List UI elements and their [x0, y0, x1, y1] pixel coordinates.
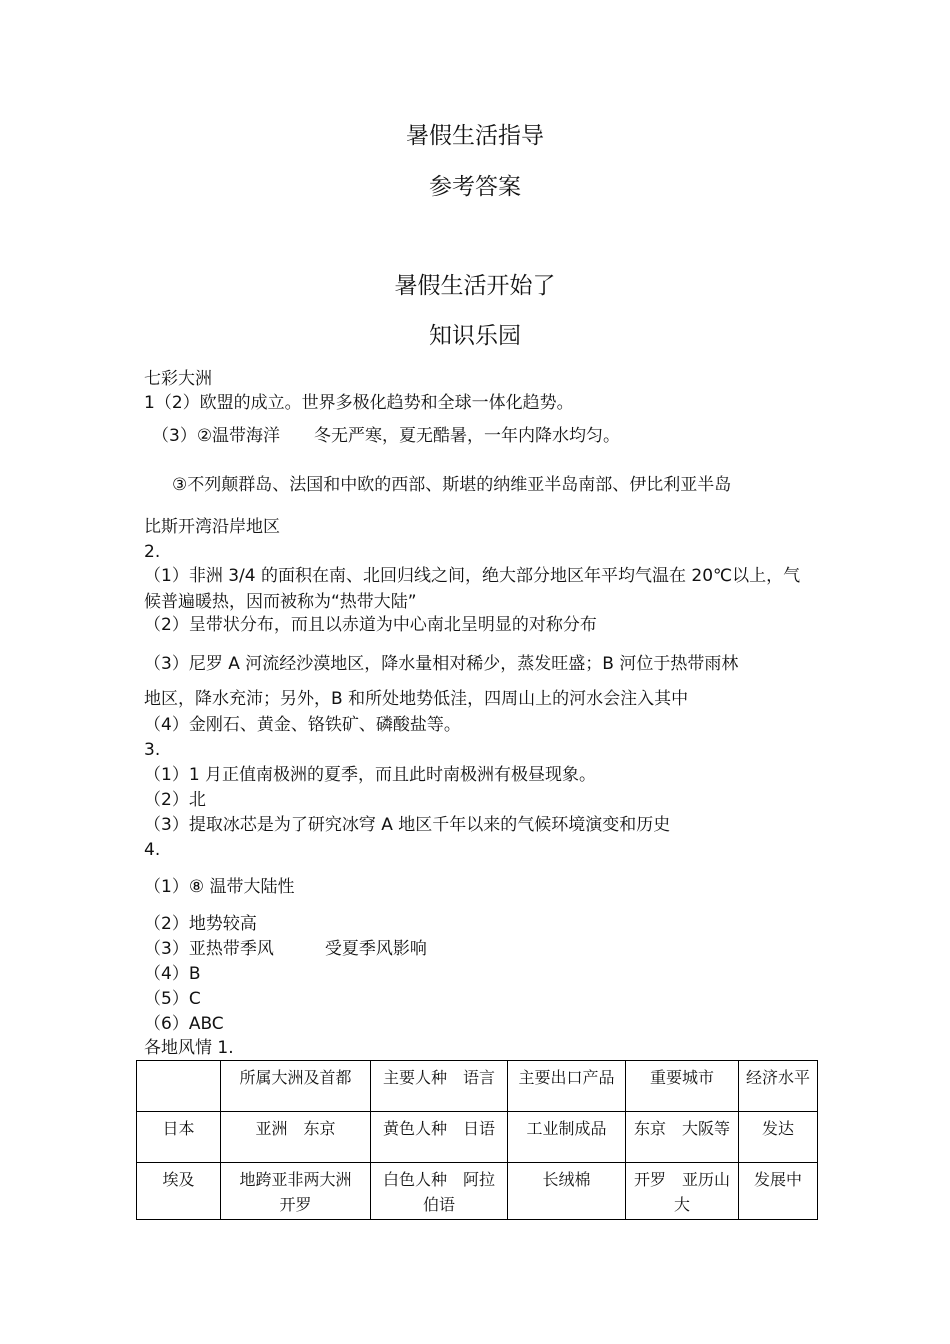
table-cell: 日本 [137, 1112, 221, 1163]
table-cell: 工业制成品 [508, 1112, 626, 1163]
table-header-cell [137, 1061, 221, 1112]
answer-line: （3）尼罗 A 河流经沙漠地区，降水量相对稀少，蒸发旺盛；B 河位于热带雨林 [144, 654, 739, 674]
table-cell: 发达 [739, 1112, 818, 1163]
question-number: 3. [144, 740, 161, 760]
answer-line: （2）呈带状分布，而且以赤道为中心南北呈明显的对称分布 [144, 615, 597, 635]
subsection-heading: 七彩大洲 [144, 369, 212, 389]
answer-line: 比斯开湾沿岸地区 [144, 517, 280, 537]
answer-line: （1）⑧ 温带大陆性 [144, 877, 295, 897]
answer-line: （1）1 月正值南极洲的夏季，而且此时南极洲有极昼现象。 [144, 765, 597, 785]
table-header-cell: 经济水平 [739, 1061, 818, 1112]
table-header-cell: 主要出口产品 [508, 1061, 626, 1112]
country-info-table [136, 1060, 818, 1220]
section-subtitle: 知识乐园 [429, 323, 521, 349]
table-cell: 地跨亚非两大洲 开罗 [221, 1163, 371, 1220]
answer-line: ③不列颠群岛、法国和中欧的西部、斯堪的纳维亚半岛南部、伊比利亚半岛 [172, 475, 732, 495]
answer-line: （5）C [144, 989, 201, 1009]
table-row [137, 1112, 818, 1163]
answer-line: （4）B [144, 964, 201, 984]
table-row [137, 1163, 818, 1220]
table-header-cell: 所属大洲及首都 [221, 1061, 371, 1112]
answer-line: （3）②温带海洋 冬无严寒，夏无酷暑，一年内降水均匀。 [152, 426, 621, 446]
table-cell: 白色人种 阿拉伯语 [371, 1163, 508, 1220]
answer-line: 地区，降水充沛；另外，B 和所处地势低洼，四周山上的河水会注入其中 [144, 689, 689, 709]
answer-line: （2）地势较高 [144, 914, 257, 934]
table-cell: 埃及 [137, 1163, 221, 1220]
table-header-row [137, 1061, 818, 1112]
question-number: 4. [144, 840, 161, 860]
document-subtitle: 参考答案 [429, 174, 521, 200]
table-cell: 东京 大阪等 [626, 1112, 739, 1163]
subsection-heading: 各地风情 1. [144, 1038, 234, 1058]
answer-line: （2）北 [144, 790, 206, 810]
section-title: 暑假生活开始了 [394, 273, 556, 299]
table-header-cell: 主要人种 语言 [371, 1061, 508, 1112]
answer-line: （3）亚热带季风 受夏季风影响 [144, 939, 427, 959]
table-cell: 黄色人种 日语 [371, 1112, 508, 1163]
table-header-cell: 重要城市 [626, 1061, 739, 1112]
table-cell: 发展中 [739, 1163, 818, 1220]
table-cell: 亚洲 东京 [221, 1112, 371, 1163]
answer-line: （1）非洲 3/4 的面积在南、北回归线之间，绝大部分地区年平均气温在 20℃以上，气候普遍暖热，因而被称为“热带大陆” [144, 566, 801, 612]
document-title: 暑假生活指导 [406, 123, 544, 149]
table-cell: 长绒棉 [508, 1163, 626, 1220]
question-number: 2. [144, 542, 161, 562]
answer-line: （4）金刚石、黄金、铬铁矿、磷酸盐等。 [144, 715, 461, 735]
answer-line: （6）ABC [144, 1014, 224, 1034]
table-cell: 开罗 亚历山大 [626, 1163, 739, 1220]
answer-line: 1（2）欧盟的成立。世界多极化趋势和全球一体化趋势。 [144, 393, 574, 413]
answer-line: （3）提取冰芯是为了研究冰穹 A 地区千年以来的气候环境演变和历史 [144, 815, 671, 835]
